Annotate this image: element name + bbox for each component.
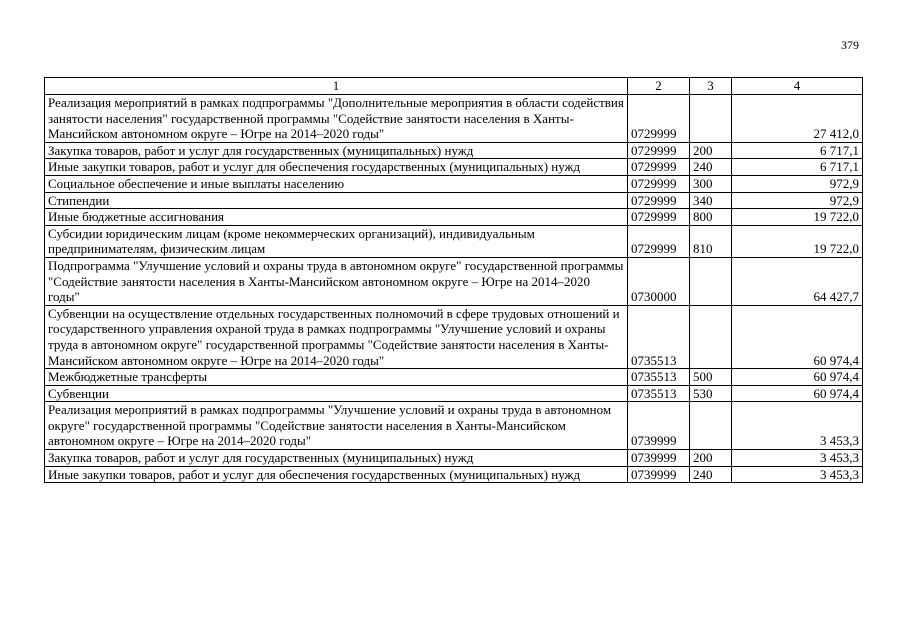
cell-amount: 64 427,7 <box>732 257 863 305</box>
table-body <box>45 95 863 483</box>
cell-amount: 19 722,0 <box>732 209 863 226</box>
cell-code: 0730000 <box>628 257 690 305</box>
cell-code: 0729999 <box>628 225 690 257</box>
cell-name: Субвенции на осуществление отдельных государственных полномочий в сфере трудовых отношений и государственного управления охраной труда в рамках подпрограммы "Улучшение условий и охраны труда в автономном округе" государственной программы "Содействие занятости населения в Ханты-Мансийском автономном округе – Югре на 2014–2020 годы" <box>45 305 628 368</box>
cell-name: Закупка товаров, работ и услуг для государственных (муниципальных) нужд <box>45 450 628 467</box>
cell-name: Иные бюджетные ассигнования <box>45 209 628 226</box>
cell-name: Иные закупки товаров, работ и услуг для обеспечения государственных (муниципальных) нужд <box>45 159 628 176</box>
cell-type <box>690 95 732 143</box>
table-row <box>45 305 863 368</box>
table-row <box>45 385 863 402</box>
table-row <box>45 175 863 192</box>
table-row <box>45 209 863 226</box>
cell-type: 810 <box>690 225 732 257</box>
table-row <box>45 95 863 143</box>
cell-type: 340 <box>690 192 732 209</box>
cell-amount: 972,9 <box>732 175 863 192</box>
cell-name: Закупка товаров, работ и услуг для государственных (муниципальных) нужд <box>45 142 628 159</box>
table-row <box>45 450 863 467</box>
cell-amount: 60 974,4 <box>732 385 863 402</box>
cell-type: 500 <box>690 369 732 386</box>
cell-amount: 60 974,4 <box>732 369 863 386</box>
cell-type: 240 <box>690 466 732 483</box>
header-col-2: 2 <box>628 78 690 95</box>
cell-type: 800 <box>690 209 732 226</box>
cell-amount: 6 717,1 <box>732 142 863 159</box>
cell-amount: 19 722,0 <box>732 225 863 257</box>
cell-type <box>690 305 732 368</box>
cell-name: Субвенции <box>45 385 628 402</box>
cell-name: Реализация мероприятий в рамках подпрограммы "Дополнительные мероприятия в области содействия занятости населения" государственной программы "Содействие занятости населения в Ханты-Мансийском автономном округе – Югре на 2014–2020 годы" <box>45 95 628 143</box>
cell-code: 0729999 <box>628 192 690 209</box>
cell-type: 530 <box>690 385 732 402</box>
cell-type: 240 <box>690 159 732 176</box>
table-row <box>45 466 863 483</box>
cell-code: 0729999 <box>628 175 690 192</box>
cell-amount: 3 453,3 <box>732 466 863 483</box>
cell-type: 200 <box>690 142 732 159</box>
cell-code: 0739999 <box>628 402 690 450</box>
header-col-1: 1 <box>45 78 628 95</box>
table-row <box>45 192 863 209</box>
cell-name: Межбюджетные трансферты <box>45 369 628 386</box>
cell-code: 0729999 <box>628 209 690 226</box>
cell-name: Подпрограмма "Улучшение условий и охраны труда в автономном округе" государственной программы "Содействие занятости населения в Ханты-Мансийском автономном округе – Югре на 2014–2020 годы" <box>45 257 628 305</box>
cell-amount: 972,9 <box>732 192 863 209</box>
cell-name: Иные закупки товаров, работ и услуг для обеспечения государственных (муниципальных) нужд <box>45 466 628 483</box>
cell-code: 0735513 <box>628 305 690 368</box>
cell-code: 0739999 <box>628 450 690 467</box>
cell-name: Субсидии юридическим лицам (кроме некоммерческих организаций), индивидуальным предпринимателям, физическим лицам <box>45 225 628 257</box>
header-col-4: 4 <box>732 78 863 95</box>
cell-amount: 60 974,4 <box>732 305 863 368</box>
cell-type: 300 <box>690 175 732 192</box>
cell-code: 0735513 <box>628 385 690 402</box>
cell-amount: 6 717,1 <box>732 159 863 176</box>
table-row <box>45 225 863 257</box>
cell-type: 200 <box>690 450 732 467</box>
table-header-row <box>45 78 863 95</box>
cell-amount: 3 453,3 <box>732 402 863 450</box>
table-row <box>45 369 863 386</box>
table-row <box>45 402 863 450</box>
cell-amount: 27 412,0 <box>732 95 863 143</box>
cell-code: 0735513 <box>628 369 690 386</box>
budget-table <box>44 77 863 483</box>
cell-code: 0729999 <box>628 142 690 159</box>
cell-code: 0739999 <box>628 466 690 483</box>
table-row <box>45 159 863 176</box>
cell-name: Социальное обеспечение и иные выплаты населению <box>45 175 628 192</box>
cell-code: 0729999 <box>628 95 690 143</box>
cell-name: Реализация мероприятий в рамках подпрограммы "Улучшение условий и охраны труда в автономном округе" государственной программы "Содействие занятости населения в Ханты-Мансийском автономном округе – Югре на 2014–2020 годы" <box>45 402 628 450</box>
page-number: 379 <box>841 38 859 52</box>
cell-type <box>690 402 732 450</box>
table-row <box>45 257 863 305</box>
cell-name: Стипендии <box>45 192 628 209</box>
table-row <box>45 142 863 159</box>
header-col-3: 3 <box>690 78 732 95</box>
cell-type <box>690 257 732 305</box>
cell-code: 0729999 <box>628 159 690 176</box>
cell-amount: 3 453,3 <box>732 450 863 467</box>
